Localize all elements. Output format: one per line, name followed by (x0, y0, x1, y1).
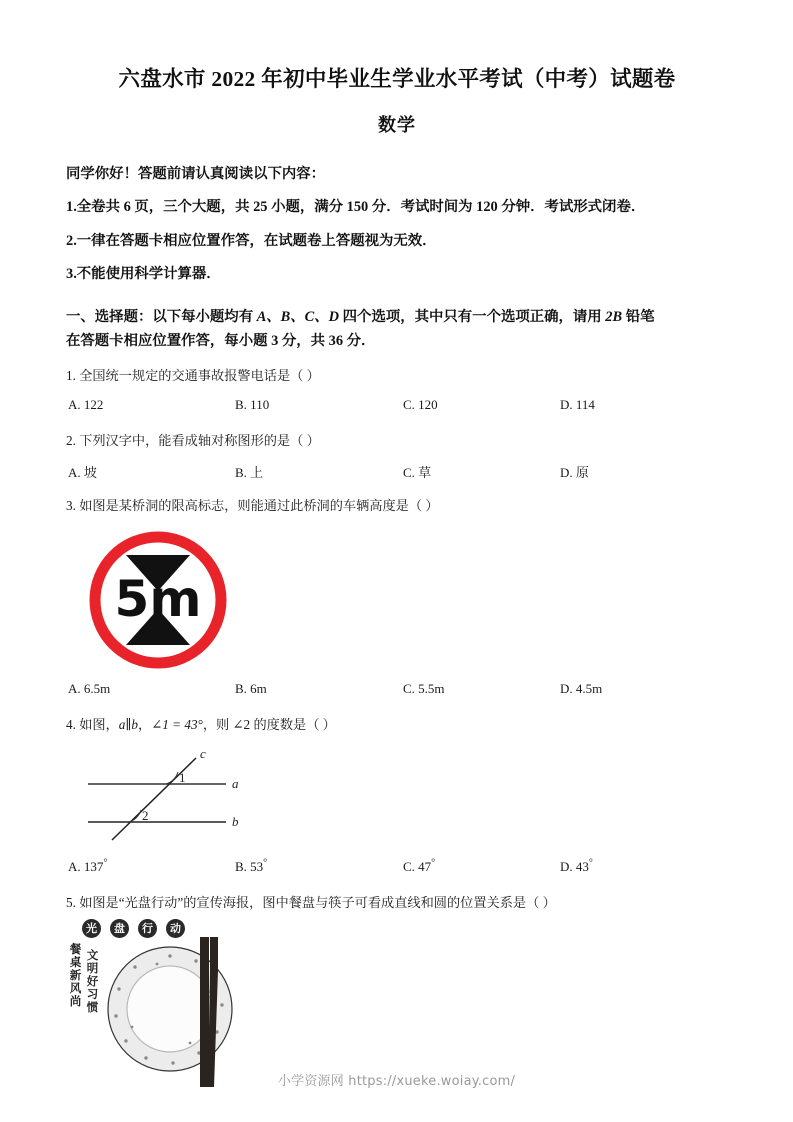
question-3-option-a[interactable]: A. 6.5m (68, 680, 111, 696)
question-4-option-b[interactable] (235, 859, 267, 875)
instructions-item-3: 3.不能使用科学计算器． (66, 266, 221, 283)
question-1 (66, 366, 728, 419)
question-4 (66, 715, 728, 882)
label-line-c: c (200, 746, 206, 762)
section-heading-part-1: 一、选择题：以下每小题均有 (66, 308, 257, 325)
question-2-option-c[interactable]: C. 草 (403, 464, 432, 480)
section-heading-pencil: 2B (605, 308, 623, 325)
question-4-text-post: ，则 ∠2 的度数是（ ） (202, 716, 336, 732)
question-3-number: 3. (66, 497, 76, 513)
label-angle-1: 1 (179, 770, 186, 786)
question-4-option-c[interactable] (403, 859, 435, 875)
instructions-greeting: 同学你好！答题前请认真阅读以下内容： (66, 165, 326, 182)
question-4-option-c-value: C. 47 (403, 859, 432, 875)
subject-title: 数学 (378, 114, 416, 135)
poster-badge-1: 光 (82, 919, 101, 938)
site-watermark: 小学资源网 https://xueke.woiay.com/ (277, 1074, 516, 1089)
question-1-number: 1. (66, 368, 76, 384)
angle-2-arc (129, 810, 141, 822)
question-1-stem (66, 366, 728, 386)
question-4-option-d[interactable] (560, 859, 593, 875)
question-3-text: 如图是某桥洞的限高标志，则能通过此桥洞的车辆高度是（ ） (79, 497, 439, 513)
section-heading-choice (66, 305, 728, 355)
question-2-number: 2. (66, 432, 76, 448)
question-3-option-b[interactable]: B. 6m (235, 680, 267, 696)
poster-badge-3: 行 (138, 919, 157, 938)
question-4-number: 4. (66, 716, 76, 732)
question-4-parallel-expr: a∥b (118, 716, 139, 732)
question-3-options (66, 681, 728, 703)
question-4-options (66, 859, 728, 881)
question-1-option-d[interactable]: D. 114 (560, 396, 595, 412)
label-angle-2: 2 (142, 808, 149, 824)
question-4-option-d-value: D. 43 (560, 859, 589, 875)
poster-badge-4: 动 (166, 919, 185, 938)
question-1-option-b[interactable]: B. 110 (235, 396, 270, 412)
poster-badge-row (82, 919, 185, 938)
plate-and-chopsticks-svg (102, 937, 252, 1087)
page-title: 六盘水市 2022 年初中毕业生学业水平考试（中考）试题卷 (118, 67, 676, 91)
instructions-block (66, 165, 728, 285)
parallel-lines-svg (74, 744, 284, 848)
height-limit-road-sign (88, 530, 228, 670)
question-4-option-a[interactable] (68, 859, 107, 875)
chopstick-1 (200, 937, 209, 1087)
question-2-option-b[interactable]: B. 上 (235, 464, 264, 480)
page-content (66, 0, 728, 1087)
poster-vertical-text-right: 文明好习惯 (85, 949, 98, 1015)
section-heading-part-2: 四个选项，其中只有一个选项正确，请用 (339, 308, 606, 325)
road-sign-svg (88, 530, 228, 670)
question-4-option-b-value: B. 53 (235, 859, 264, 875)
poster-badge-2: 盘 (110, 919, 129, 938)
question-4-angle-expr: ∠1 = 43° (151, 716, 203, 732)
label-line-a: a (232, 776, 239, 792)
parallel-lines-transversal-figure (74, 744, 284, 848)
instructions-item-1: 1.全卷共 6 页，三个大题，共 25 小题，满分 150 分．考试时间为 120 分钟．考试形式闭卷． (66, 199, 646, 216)
question-1-option-c[interactable]: C. 120 (403, 396, 438, 412)
poster-vertical-text-left: 餐桌新风尚 (68, 943, 81, 1009)
question-4-option-a-value: A. 137 (68, 859, 104, 875)
section-heading-line-2: 在答题卡相应位置作答，每小题 3 分，共 36 分． (66, 333, 376, 350)
section-heading-letters: A、B、C、D (256, 308, 340, 325)
question-2-options (66, 462, 728, 484)
question-4-stem (66, 715, 728, 735)
question-2 (66, 431, 728, 484)
clean-plate-campaign-poster (66, 919, 256, 1087)
question-3-option-d[interactable]: D. 4.5m (560, 680, 603, 696)
question-5-text: 如图是“光盘行动”的宣传海报，图中餐盘与筷子可看成直线和圆的位置关系是（ ） (79, 895, 556, 911)
question-2-option-d[interactable]: D. 原 (560, 464, 589, 480)
question-5-stem (66, 893, 728, 913)
question-2-text: 下列汉字中，能看成轴对称图形的是（ ） (79, 432, 320, 448)
question-5 (66, 893, 728, 1087)
question-3-stem (66, 496, 728, 516)
question-5-number: 5. (66, 895, 76, 911)
degree-symbol-b: ° (263, 858, 268, 870)
sign-height-label: 5m (114, 569, 202, 628)
label-line-b: b (232, 814, 239, 830)
degree-symbol-c: ° (431, 858, 436, 870)
instructions-item-2: 2.一律在答题卡相应位置作答，在试题卷上答题视为无效． (66, 232, 437, 249)
question-3-option-c[interactable]: C. 5.5m (403, 680, 445, 696)
degree-symbol-a: ° (103, 858, 108, 870)
question-1-options (66, 397, 728, 419)
question-2-option-a[interactable]: A. 坡 (68, 464, 97, 480)
question-4-text-pre: 如图， (79, 716, 119, 732)
question-4-text-mid: ， (138, 716, 152, 732)
section-heading-part-3: 铅笔 (622, 308, 655, 325)
question-1-text: 全国统一规定的交通事故报警电话是（ ） (79, 368, 320, 384)
chopstick-2-top (210, 937, 218, 971)
degree-symbol-d: ° (588, 858, 593, 870)
question-1-option-a[interactable]: A. 122 (68, 396, 104, 412)
question-3 (66, 496, 728, 703)
question-2-stem (66, 431, 728, 451)
